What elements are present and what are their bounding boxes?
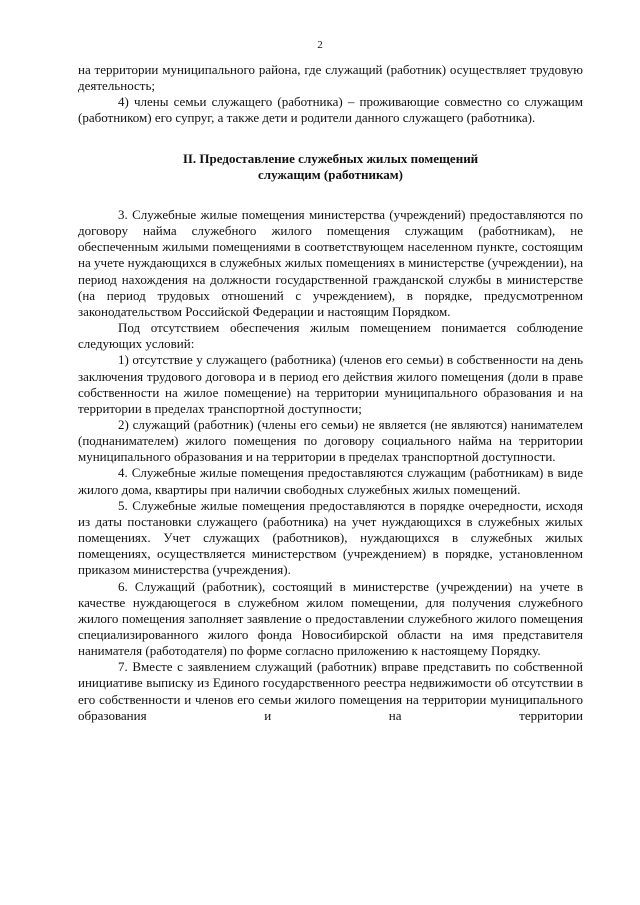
paragraph-7: 7. Вместе с заявлением служащий (работник) вправе представить по собственной инициативе выписку из Единого государственного реестра недвижимости об отсутствии в его собственности и членов его семьи жилого помещения на территории муниципального образования и на территории (78, 659, 583, 723)
paragraph-6: 6. Служащий (работник), состоящий в министерстве (учреждении) на учете в качестве нуждающегося в служебном жилом помещении, для получения служебного жилого помещения заполняет заявление о предоставлении служебного жилого помещения специализированного жилого фонда Новосибирской области на имя представителя нанимателя (работодателя) по форме согласно приложению к настоящему Порядку. (78, 578, 583, 659)
section-heading-line-1: II. Предоставление служебных жилых помещений (182, 150, 479, 166)
paragraph-condition-1: 1) отсутствие у служащего (работника) (членов его семьи) в собственности на день заключения трудового договора и в период его действия жилого помещения (доли в праве собственности на жилое помещение) на территории муниципального образования и на территории в пределах транспортной доступности; (78, 352, 583, 416)
paragraph-3: 3. Служебные жилые помещения министерства (учреждений) предоставляются по договору найма служебного жилого помещения служащим (работникам), не обеспеченным жилыми помещениями в соответствующем населенном пункте, состоящим на учете нуждающихся в служебных жилых помещениях в министерстве (учреждении), на период нахождения на должности государственной гражданской службы в министерстве (на период трудовых отношений с учреждением), в порядке, предусмотренном законодательством Российской Федерации и настоящим Порядком. (78, 206, 583, 319)
paragraph-4: 4. Служебные жилые помещения предоставляются служащим (работникам) в виде жилого дома, квартиры при наличии свободных служебных жилых помещений. (78, 465, 583, 497)
paragraph-3-conditions-intro: Под отсутствием обеспечения жилым помещением понимается соблюдение следующих условий: (78, 320, 583, 352)
paragraph-continuation: на территории муниципального района, где служащий (работник) осуществляет трудовую деятельность; (78, 62, 583, 94)
paragraph-item-4: 4) члены семьи служащего (работника) – проживающие совместно со служащим (работником) его супруг, а также дети и родители данного служащего (работника). (78, 94, 583, 126)
document-body (78, 62, 583, 724)
section-heading-line-2: служащим (работникам) (258, 166, 403, 182)
paragraph-5: 5. Служебные жилые помещения предоставляются в порядке очередности, исходя из даты постановки служащего (работника) на учет нуждающихся в служебных жилых помещениях. Учет служащих (работников), нуждающихся в служебных жилых помещениях, осуществляется министерством (учреждением) в порядке, установленном приказом министерства (учреждения). (78, 497, 583, 578)
page-number: 2 (317, 39, 323, 51)
section-heading (78, 151, 583, 183)
paragraph-condition-2: 2) служащий (работник) (члены его семьи) не является (не являются) нанимателем (поднанимателем) жилого помещения по договору социального найма на территории муниципального образования и на территории в пределах транспортной доступности. (78, 416, 583, 465)
